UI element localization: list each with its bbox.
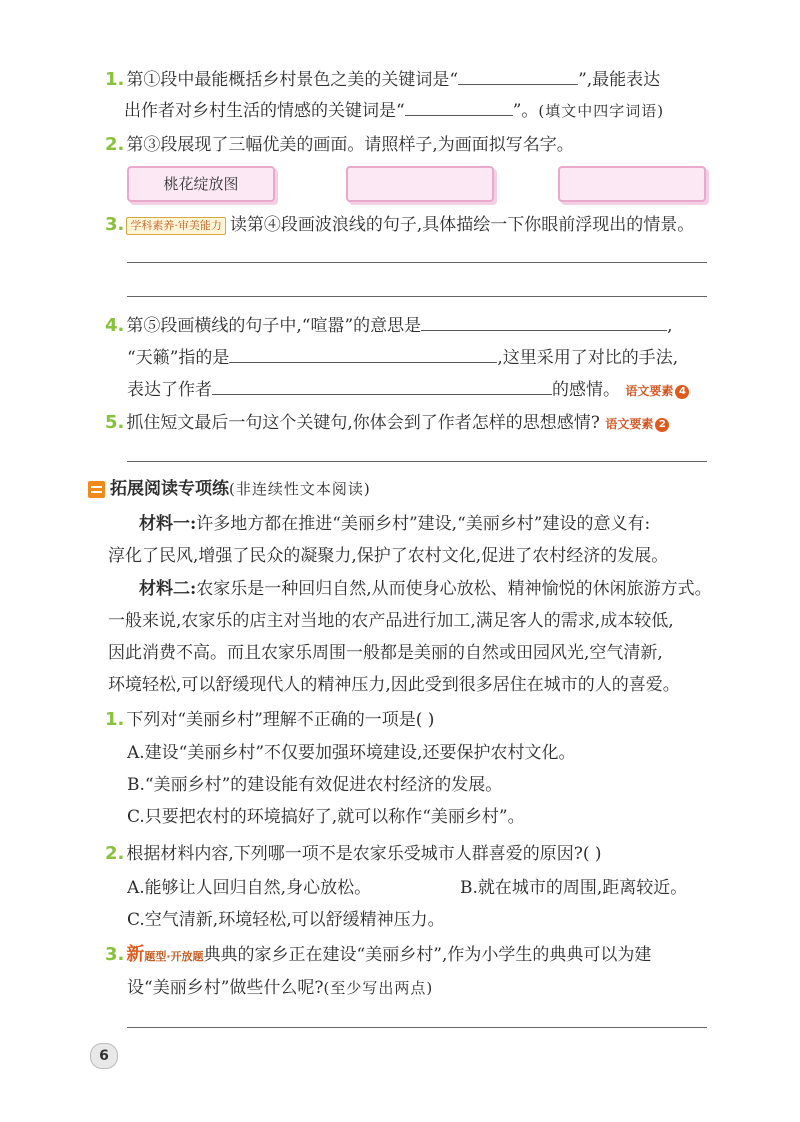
q3-skill-tag: 学科素养·审美能力 bbox=[126, 217, 226, 235]
q5-line: 5. 抓住短文最后一句这个关键句,你体会到了作者怎样的思想感情? 语文要素 2 bbox=[105, 411, 669, 436]
q5-answer-line[interactable] bbox=[127, 461, 707, 462]
s2-q1-option-b[interactable]: B.“美丽乡村”的建设能有效促进农村经济的发展。 bbox=[127, 775, 503, 795]
q4-blank-1[interactable] bbox=[421, 312, 667, 331]
material1-line2: 淳化了民风,增强了民众的凝聚力,保护了农村文化,促进了农村经济的发展。 bbox=[108, 546, 669, 566]
q1-number: 1. bbox=[105, 69, 125, 90]
material2-line1: 材料二:农家乐是一种回归自然,从而使身心放松、精神愉悦的休闲旅游方式。 bbox=[139, 579, 712, 599]
material2-line3: 因此消费不高。而且农家乐周围一般都是美丽的自然或田园风光,空气清新, bbox=[108, 643, 663, 663]
q4-element-tag: 语文要素 4 bbox=[625, 384, 689, 398]
q1-line2: 出作者对乡村生活的情感的关键词是“ ”。(填文中四字词语) bbox=[124, 97, 664, 123]
q4-blank-2[interactable] bbox=[229, 344, 497, 363]
q2-line: 2. 第③段展现了三幅优美的画面。请照样子,为画面拟写名字。 bbox=[105, 134, 574, 155]
q4-line1: 4. 第⑤段画横线的句子中,“喧嚣”的意思是 , bbox=[105, 312, 673, 338]
material1-line1: 材料一:许多地方都在推进“美丽乡村”建设,“美丽乡村”建设的意义有: bbox=[139, 514, 651, 534]
s2-q2-number: 2. bbox=[105, 843, 125, 864]
q5-number: 5. bbox=[105, 412, 125, 433]
s2-q1-option-c[interactable]: C.只要把农村的环境搞好了,就可以称作“美丽乡村”。 bbox=[127, 807, 525, 827]
q3-number: 3. bbox=[105, 214, 125, 235]
q4-line3: 表达了作者 的感情。 语文要素 4 bbox=[127, 376, 689, 403]
new-question-tag: 新题型·开放题 bbox=[126, 944, 204, 965]
section-list-icon bbox=[88, 481, 105, 498]
q4-line2: “天籁”指的是 ,这里采用了对比的手法, bbox=[127, 344, 678, 370]
s2-q1-line: 1. 下列对“美丽乡村”理解不正确的一项是( ) bbox=[105, 709, 435, 730]
q1-blank-1[interactable] bbox=[458, 66, 578, 85]
q5-element-tag: 语文要素 2 bbox=[605, 417, 669, 431]
section2-title: 拓展阅读专项练(非连续性文本阅读) bbox=[110, 479, 371, 499]
s2-q3-answer-line[interactable] bbox=[127, 1027, 707, 1028]
material2-line4: 环境轻松,可以舒缓现代人的精神压力,因此受到很多居住在城市的人的喜爱。 bbox=[108, 675, 680, 695]
s2-q1-number: 1. bbox=[105, 709, 125, 730]
picture-name-box-1[interactable]: 桃花绽放图 bbox=[127, 166, 275, 202]
q1-blank-2[interactable] bbox=[405, 97, 513, 116]
q2-number: 2. bbox=[105, 134, 125, 155]
page-number: 6 bbox=[90, 1043, 118, 1069]
picture-name-box-2[interactable] bbox=[346, 166, 494, 202]
picture-name-box-3[interactable] bbox=[558, 166, 706, 202]
s2-q2-option-b[interactable]: B.就在城市的周围,距离较近。 bbox=[460, 878, 688, 898]
q1-line1: 1. 第①段中最能概括乡村景色之美的关键词是“ ”,最能表达 bbox=[105, 66, 660, 92]
s2-q2-line: 2. 根据材料内容,下列哪一项不是农家乐受城市人群喜爱的原因?( ) bbox=[105, 843, 602, 864]
material2-line2: 一般来说,农家乐的店主对当地的农产品进行加工,满足客人的需求,成本较低, bbox=[108, 611, 674, 631]
q4-blank-3[interactable] bbox=[212, 376, 552, 395]
q3-answer-line-2[interactable] bbox=[127, 296, 707, 297]
s2-q1-option-a[interactable]: A.建设“美丽乡村”不仅要加强环境建设,还要保护农村文化。 bbox=[127, 743, 576, 763]
q4-number: 4. bbox=[105, 315, 125, 336]
s2-q2-option-a[interactable]: A.能够让人回归自然,身心放松。 bbox=[127, 878, 372, 898]
s2-q3-number: 3. bbox=[105, 944, 125, 965]
s2-q2-option-c[interactable]: C.空气清新,环境轻松,可以舒缓精神压力。 bbox=[127, 910, 445, 930]
s2-q3-line2: 设“美丽乡村”做些什么呢?(至少写出两点) bbox=[127, 978, 434, 998]
q3-line: 3. 学科素养·审美能力 读第④段画波浪线的句子,具体描绘一下你眼前浮现出的情景。 bbox=[105, 214, 695, 235]
q3-answer-line-1[interactable] bbox=[127, 262, 707, 263]
s2-q3-line1: 3. 新题型·开放题典典的家乡正在建设“美丽乡村”,作为小学生的典典可以为建 bbox=[105, 944, 652, 965]
